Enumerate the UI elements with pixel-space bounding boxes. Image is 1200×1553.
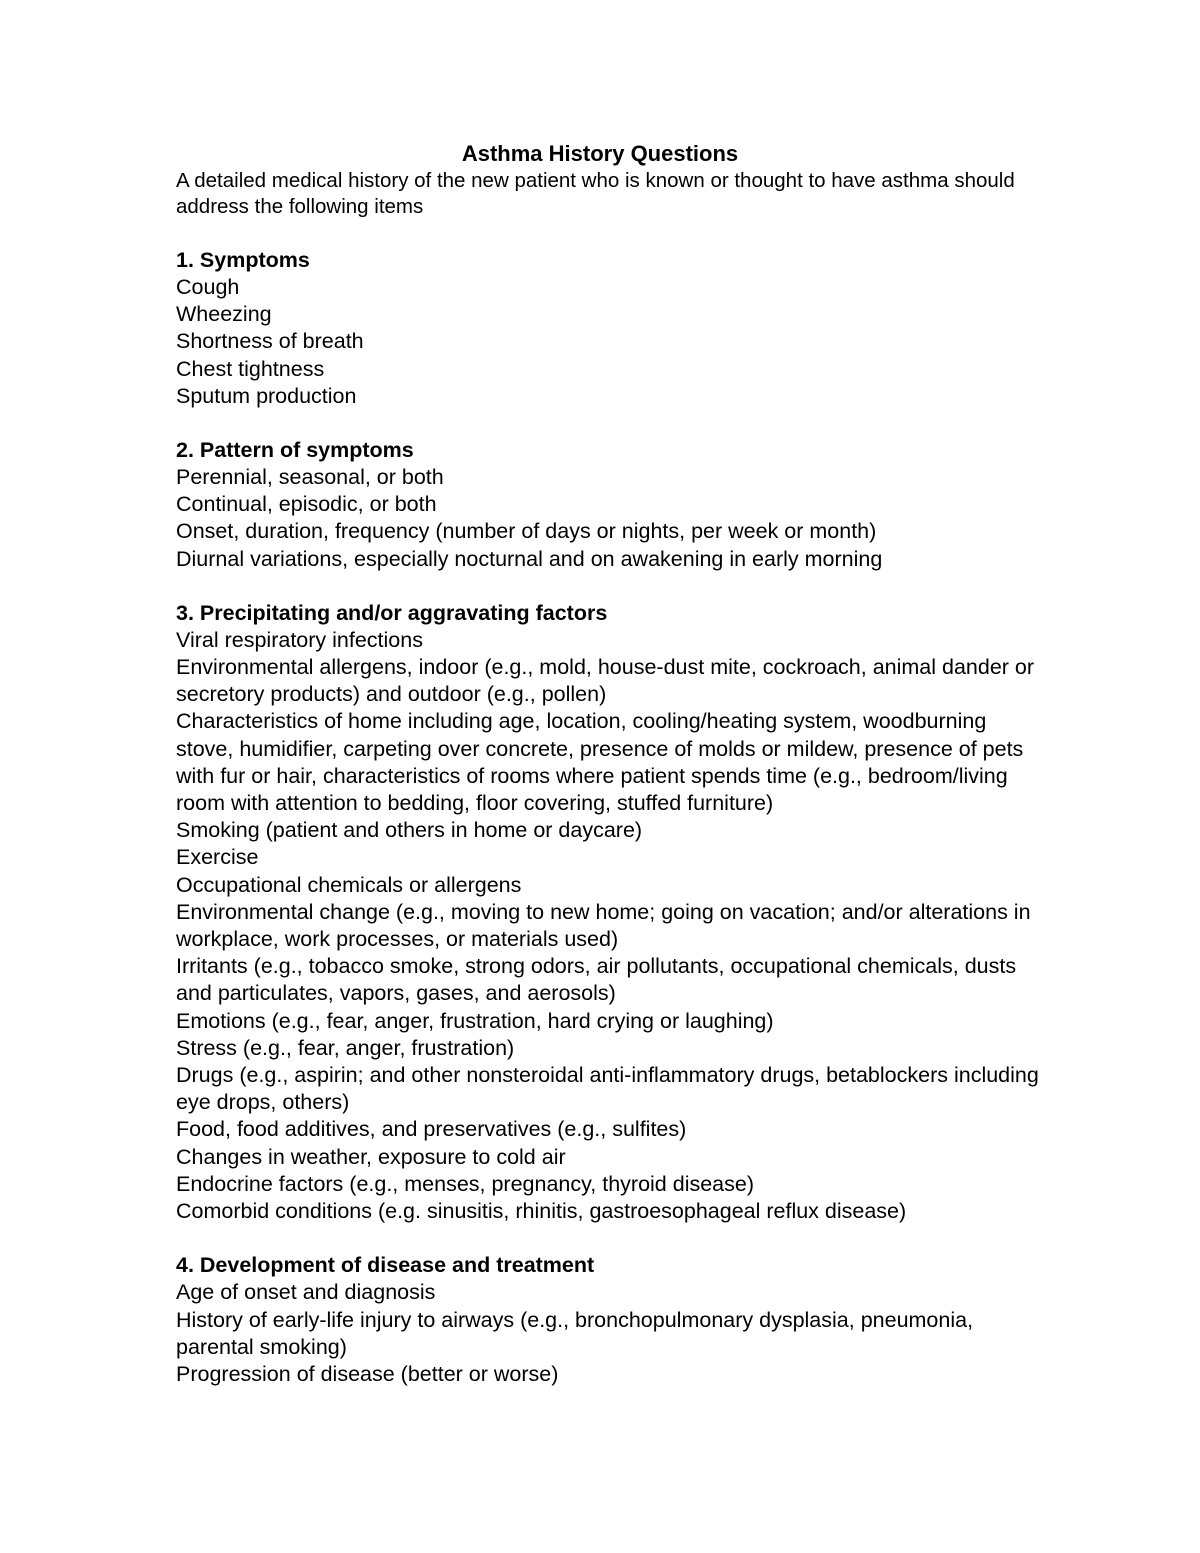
list-item: Perennial, seasonal, or both <box>176 465 444 490</box>
document-page <box>176 140 1046 1388</box>
list-item: Chest tightness <box>176 356 325 381</box>
list-item: Sputum production <box>176 383 357 408</box>
section-pattern-of-symptoms <box>176 437 1046 573</box>
list-item: History of early-life injury to airways (e.g., bronchopulmonary dysplasia, pneumonia, parental smoking) <box>176 1307 974 1359</box>
list-item: Viral respiratory infections <box>176 627 423 652</box>
list-item: Exercise <box>176 845 259 870</box>
list-item: Emotions (e.g., fear, anger, frustration, hard crying or laughing) <box>176 1008 774 1033</box>
section-heading: 1. Symptoms <box>176 248 310 272</box>
list-item: Shortness of breath <box>176 329 364 354</box>
section-symptoms <box>176 247 1046 410</box>
item-list <box>176 627 1046 1225</box>
list-item: Wheezing <box>176 302 272 327</box>
document-title: Asthma History Questions <box>461 141 739 166</box>
section-development-and-treatment <box>176 1252 1046 1388</box>
list-item: Onset, duration, frequency (number of days or nights, per week or month) <box>176 519 877 544</box>
intro-paragraph: A detailed medical history of the new patient who is known or thought to have asthma should address the following items <box>176 169 1015 218</box>
list-item: Drugs (e.g., aspirin; and other nonsteroidal anti-inflammatory drugs, betablockers including eye drops, others) <box>176 1063 1039 1115</box>
section-heading: 3. Precipitating and/or aggravating factors <box>176 600 608 625</box>
list-item: Changes in weather, exposure to cold air <box>176 1144 566 1169</box>
list-item: Cough <box>176 275 240 299</box>
list-item: Environmental allergens, indoor (e.g., mold, house-dust mite, cockroach, animal dander or secretory products) and outdoor (e.g., pollen) <box>176 655 1035 707</box>
list-item: Continual, episodic, or both <box>176 492 437 517</box>
section-heading: 2. Pattern of symptoms <box>176 438 414 463</box>
list-item: Endocrine factors (e.g., menses, pregnancy, thyroid disease) <box>176 1171 755 1196</box>
list-item: Progression of disease (better or worse) <box>176 1361 559 1386</box>
item-list <box>176 1279 1046 1388</box>
list-item: Comorbid conditions (e.g. sinusitis, rhinitis, gastroesophageal reflux disease) <box>176 1199 907 1224</box>
section-heading: 4. Development of disease and treatment <box>176 1253 595 1278</box>
list-item: Irritants (e.g., tobacco smoke, strong odors, air pollutants, occupational chemicals, dusts and particulates, vapors, gases, and aerosols) <box>176 954 1017 1006</box>
item-list <box>176 274 1046 410</box>
list-item: Stress (e.g., fear, anger, frustration) <box>176 1035 515 1060</box>
section-precipitating-factors <box>176 600 1046 1225</box>
item-list <box>176 464 1046 573</box>
list-item: Food, food additives, and preservatives (e.g., sulfites) <box>176 1117 687 1142</box>
list-item: Environmental change (e.g., moving to new home; going on vacation; and/or alterations in workplace, work processes, or materials used) <box>176 899 1031 952</box>
list-item: Characteristics of home including age, location, cooling/heating system, woodburning stove, humidifier, carpeting over concrete, presence of molds or mildew, presence of pets with fur or hair, characteristics of rooms where patient spends time (e.g., bedroom/living room with attention to bedding, floor covering, stuffed furniture) <box>176 709 1024 816</box>
list-item: Age of onset and diagnosis <box>176 1280 436 1305</box>
list-item: Smoking (patient and others in home or daycare) <box>176 818 643 843</box>
list-item: Occupational chemicals or allergens <box>176 872 522 897</box>
list-item: Diurnal variations, especially nocturnal and on awakening in early morning <box>176 546 883 571</box>
